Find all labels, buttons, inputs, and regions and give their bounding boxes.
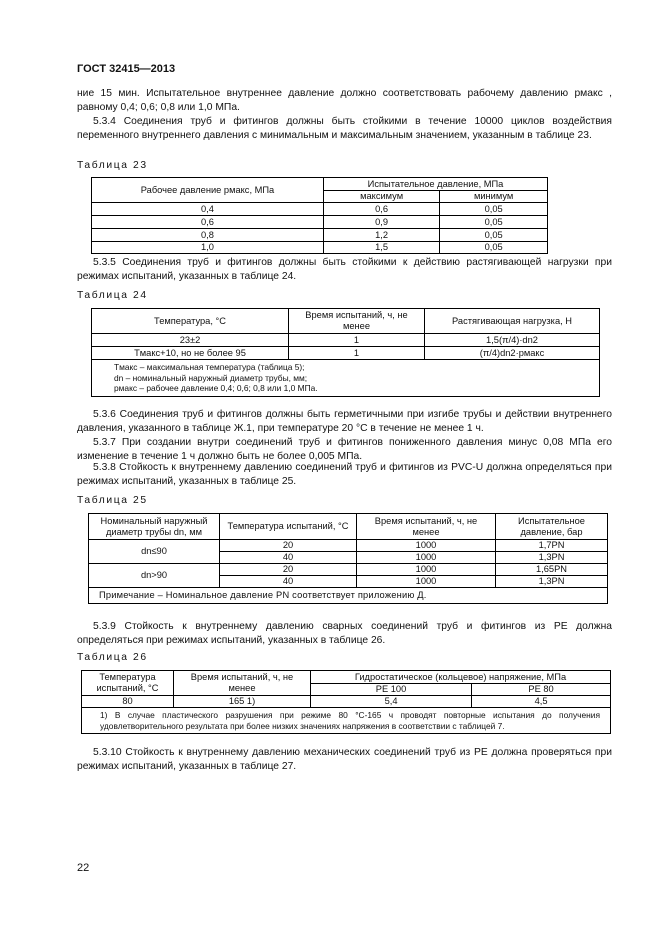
t23-header-min: минимум — [440, 191, 548, 203]
table-25-caption: Таблица 25 — [77, 495, 148, 506]
t25-note: Примечание – Номинальное давление PN соответствует приложению Д. — [89, 588, 608, 604]
table-cell: 1,5 — [324, 242, 440, 254]
paragraph-continuation: ние 15 мин. Испытательное внутреннее давление должно соответствовать рабочему давлению pмакс , равному 0,4; 0,6; 0,8 или 1,0 МПа. — [77, 88, 612, 114]
paragraph-5-3-6: 5.3.6 Соединения труб и фитингов должны быть герметичными при изгибе трубы и действии внутреннего давления, указанного в таблице Ж.1, при температуре 20 °С в течение не менее 1 ч. — [77, 409, 612, 435]
t23-header-test-pressure: Испытательное давление, МПа — [324, 178, 548, 191]
table-23 — [91, 177, 548, 254]
table-cell: 4,5 — [472, 696, 611, 708]
table-24-caption: Таблица 24 — [77, 290, 148, 301]
paragraph-5-3-4: 5.3.4 Соединения труб и фитингов должны быть стойкими в течение 10000 циклов воздействия переменного внутреннего давления с минимальным и максимальным значением, указанным в таблице 23. — [77, 116, 612, 142]
table-cell: 40 — [220, 552, 357, 564]
table-cell: 0,8 — [92, 229, 324, 242]
table-cell: 1,5(π/4)·dn2 — [425, 334, 600, 347]
table-cell: (π/4)dn2·pмакс — [425, 347, 600, 360]
table-cell: 0,4 — [92, 203, 324, 216]
table-cell: 0,05 — [440, 242, 548, 254]
table-cell: 1000 — [357, 564, 496, 576]
table-cell: 1,65PN — [496, 564, 608, 576]
table-cell: 23±2 — [92, 334, 289, 347]
table-cell: 1 — [289, 347, 425, 360]
table-cell: 40 — [220, 576, 357, 588]
t26-footnote: 1) В случае пластического разрушения при режиме 80 °С-165 ч проводят повторные испытания до получения удовлетворительного результата при более низких значениях напряжения в соответствии с таблицей 7. — [82, 708, 611, 734]
t25-header-temperature: Температура испытаний, °С — [220, 514, 357, 540]
t26-header-time: Время испытаний, ч, не менее — [174, 671, 311, 696]
t24-note-tmax: Tмакс – максимальная температура (таблица 5); — [114, 362, 305, 372]
table-cell: 20 — [220, 564, 357, 576]
table-cell: 0,05 — [440, 229, 548, 242]
table-26-caption: Таблица 26 — [77, 652, 148, 663]
table-cell: 0,6 — [324, 203, 440, 216]
t26-header-pe100: PE 100 — [311, 684, 472, 696]
table-cell: 20 — [220, 540, 357, 552]
table-cell: 0,05 — [440, 216, 548, 229]
t24-note-dn: dn – номинальный наружный диаметр трубы, мм; — [114, 372, 308, 383]
document-header: ГОСТ 32415—2013 — [77, 63, 176, 75]
t25-header-time: Время испытаний, ч, не менее — [357, 514, 496, 540]
paragraph-5-3-9: 5.3.9 Стойкость к внутреннему давлению сварных соединений труб и фитингов из РЕ должна определяться при режимах испытаний, указанных в таблице 26. — [77, 621, 612, 647]
t25-group-large: dn>90 — [89, 564, 220, 588]
table-cell: 80 — [82, 696, 174, 708]
table-cell: 0,6 — [92, 216, 324, 229]
table-25 — [88, 513, 608, 604]
paragraph-5-3-5: 5.3.5 Соединения труб и фитингов должны быть стойкими к действию растягивающей нагрузки при режимах испытаний, указанных в таблице 24. — [77, 257, 612, 283]
table-cell: 1,2 — [324, 229, 440, 242]
paragraph-5-3-7: 5.3.7 При создании внутри соединений труб и фитингов пониженного давления минус 0,08 МПа его изменение в течение 1 ч должно быть не более 0,005 МПа. — [77, 437, 612, 463]
table-cell: 0,05 — [440, 203, 548, 216]
t24-notes — [92, 360, 600, 397]
table-cell: 1000 — [357, 576, 496, 588]
table-24 — [91, 308, 600, 397]
table-cell: 1,3PN — [496, 576, 608, 588]
paragraph-5-3-8: 5.3.8 Стойкость к внутреннему давлению соединений труб и фитингов из PVC-U должна определяться при режимах испытаний, указанных в таблице 25. — [77, 462, 612, 488]
table-cell: 1000 — [357, 552, 496, 564]
table-26 — [81, 670, 611, 734]
table-cell: Tмакс+10, но не более 95 — [92, 347, 289, 360]
t25-header-pressure: Испытательное давление, бар — [496, 514, 608, 540]
t26-header-stress: Гидростатическое (кольцевое) напряжение, МПа — [311, 671, 611, 684]
t24-note-pmax: pмакс – рабочее давление 0,4; 0,6; 0,8 или 1,0 МПа. — [114, 383, 318, 393]
t23-header-max: максимум — [324, 191, 440, 203]
table-cell: 1,3PN — [496, 552, 608, 564]
table-cell: 1,0 — [92, 242, 324, 254]
t24-header-load: Растягивающая нагрузка, Н — [425, 309, 600, 334]
t23-header-work-pressure: Рабочее давление pмакс, МПа — [92, 178, 324, 203]
table-cell: 5,4 — [311, 696, 472, 708]
table-23-caption: Таблица 23 — [77, 160, 148, 171]
t24-header-temperature: Температура, °С — [92, 309, 289, 334]
table-cell: 1,7PN — [496, 540, 608, 552]
t26-header-temperature: Температура испытаний, °С — [82, 671, 174, 696]
page-number: 22 — [77, 862, 90, 874]
table-cell: 165 1) — [174, 696, 311, 708]
table-cell: 1 — [289, 334, 425, 347]
t26-header-pe80: PE 80 — [472, 684, 611, 696]
table-cell: 0,9 — [324, 216, 440, 229]
t24-header-time: Время испытаний, ч, не менее — [289, 309, 425, 334]
t25-header-diameter: Номинальный наружный диаметр трубы dn, мм — [89, 514, 220, 540]
table-cell: 1000 — [357, 540, 496, 552]
t25-group-small: dn≤90 — [89, 540, 220, 564]
paragraph-5-3-10: 5.3.10 Стойкость к внутреннему давлению механических соединений труб из РЕ должна проверяться при режимах испытаний, указанных в таблице 27. — [77, 747, 612, 773]
